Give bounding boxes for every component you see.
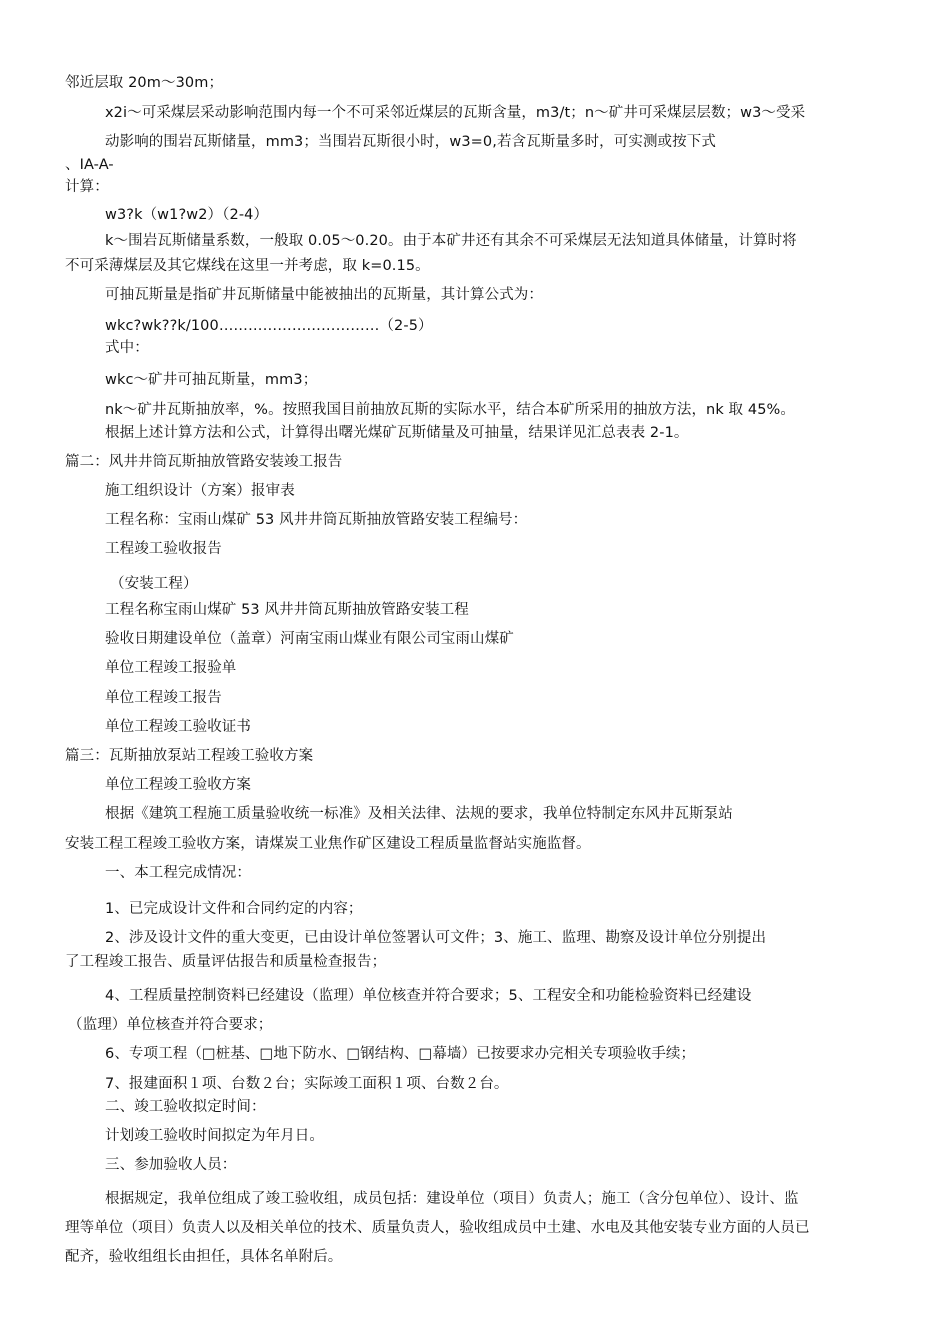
formula-line: wkc?wk??k/100……………………………（2-5） xyxy=(105,318,433,334)
text-line: k～围岩瓦斯储量系数，一般取 0.05～0.20。由于本矿井还有其余不可采煤层无法知道具体储量，计算时将 xyxy=(105,233,797,249)
formula-line: w3?k（w1?w2）（2-4） xyxy=(105,207,269,223)
text-line: 工程竣工验收报告 xyxy=(105,541,222,557)
text-line: nk～矿井瓦斯抽放率，%。按照我国目前抽放瓦斯的实际水平，结合本矿所采用的抽放方法，nk 取 45%。 xyxy=(105,402,795,418)
text-line: 验收日期建设单位（盖章）河南宝雨山煤业有限公司宝雨山煤矿 xyxy=(105,631,514,647)
text-line: （安装工程） xyxy=(110,576,198,592)
text-line: 4、工程质量控制资料已经建设（监理）单位核查并符合要求；5、工程安全和功能检验资料已经建设 xyxy=(105,988,752,1004)
text-line: 计算： xyxy=(65,179,109,195)
text-line: 一、本工程完成情况： xyxy=(105,865,251,881)
text-line: 配齐，验收组组长由担任，具体名单附后。 xyxy=(65,1249,343,1265)
text-line: 根据规定，我单位组成了竣工验收组，成员包括：建设单位（项目）负责人；施工（含分包单位）、设计、监 xyxy=(105,1191,799,1207)
text-line: 工程名称宝雨山煤矿 53 风井井筒瓦斯抽放管路安装工程 xyxy=(105,602,469,618)
text-line: 工程名称：宝雨山煤矿 53 风井井筒瓦斯抽放管路安装工程编号： xyxy=(105,512,528,528)
text-line: 6、专项工程（□桩基、□地下防水、□钢结构、□幕墙）已按要求办完相关专项验收手续； xyxy=(105,1046,696,1062)
text-line: 单位工程竣工验收方案 xyxy=(105,777,251,793)
text-line: 单位工程竣工报验单 xyxy=(105,660,237,676)
text-line: 单位工程竣工报告 xyxy=(105,690,222,706)
text-line: 动影响的围岩瓦斯储量，mm3；当围岩瓦斯很小时，w3=0,若含瓦斯量多时，可实测或按下式 xyxy=(105,134,716,150)
text-line: 2、涉及设计文件的重大变更，已由设计单位签署认可文件；3、施工、监理、勘察及设计单位分别提出 xyxy=(105,930,767,946)
text-line: 1、已完成设计文件和合同约定的内容； xyxy=(105,901,363,917)
text-line: 计划竣工验收时间拟定为年月日。 xyxy=(105,1128,324,1144)
text-line: 理等单位（项目）负责人以及相关单位的技术、质量负责人，验收组成员中土建、水电及其他安装专业方面的人员已 xyxy=(65,1220,810,1236)
text-line: 二、竣工验收拟定时间： xyxy=(105,1099,266,1115)
text-line: 单位工程竣工验收证书 xyxy=(105,719,251,735)
text-line: 安装工程工程竣工验收方案，请煤炭工业焦作矿区建设工程质量监督站实施监督。 xyxy=(65,836,591,852)
text-line: 了工程竣工报告、质量评估报告和质量检查报告； xyxy=(65,954,387,970)
text-line: 不可采薄煤层及其它煤线在这里一并考虑，取 k=0.15。 xyxy=(65,258,430,274)
text-line: 施工组织设计（方案）报审表 xyxy=(105,483,295,499)
text-line: 根据上述计算方法和公式，计算得出曙光煤矿瓦斯储量及可抽量，结果详见汇总表表 2-1。 xyxy=(105,425,689,441)
text-line: 根据《建筑工程施工质量验收统一标准》及相关法律、法规的要求，我单位特制定东风井瓦斯泵站 xyxy=(105,806,733,822)
text-line: 7、报建面积１项、台数２台；实际竣工面积１项、台数２台。 xyxy=(105,1076,509,1092)
text-line: 可抽瓦斯量是指矿井瓦斯储量中能被抽出的瓦斯量，其计算公式为： xyxy=(105,287,543,303)
section-heading: 篇二：风井井筒瓦斯抽放管路安装竣工报告 xyxy=(65,454,343,470)
section-heading: 篇三：瓦斯抽放泵站工程竣工验收方案 xyxy=(65,748,314,764)
text-line: （监理）单位核查并符合要求； xyxy=(68,1017,273,1033)
text-line: 式中： xyxy=(105,340,149,356)
text-line: wkc～矿井可抽瓦斯量，mm3； xyxy=(105,372,318,388)
text-line: 三、参加验收人员： xyxy=(105,1157,237,1173)
text-line: 、IA-A- xyxy=(65,157,114,173)
text-line: x2i～可采煤层采动影响范围内每一个不可采邻近煤层的瓦斯含量，m3/t；n～矿井可采煤层层数；w3～受采 xyxy=(105,105,806,121)
text-line: 邻近层取 20m～30m； xyxy=(65,75,224,91)
